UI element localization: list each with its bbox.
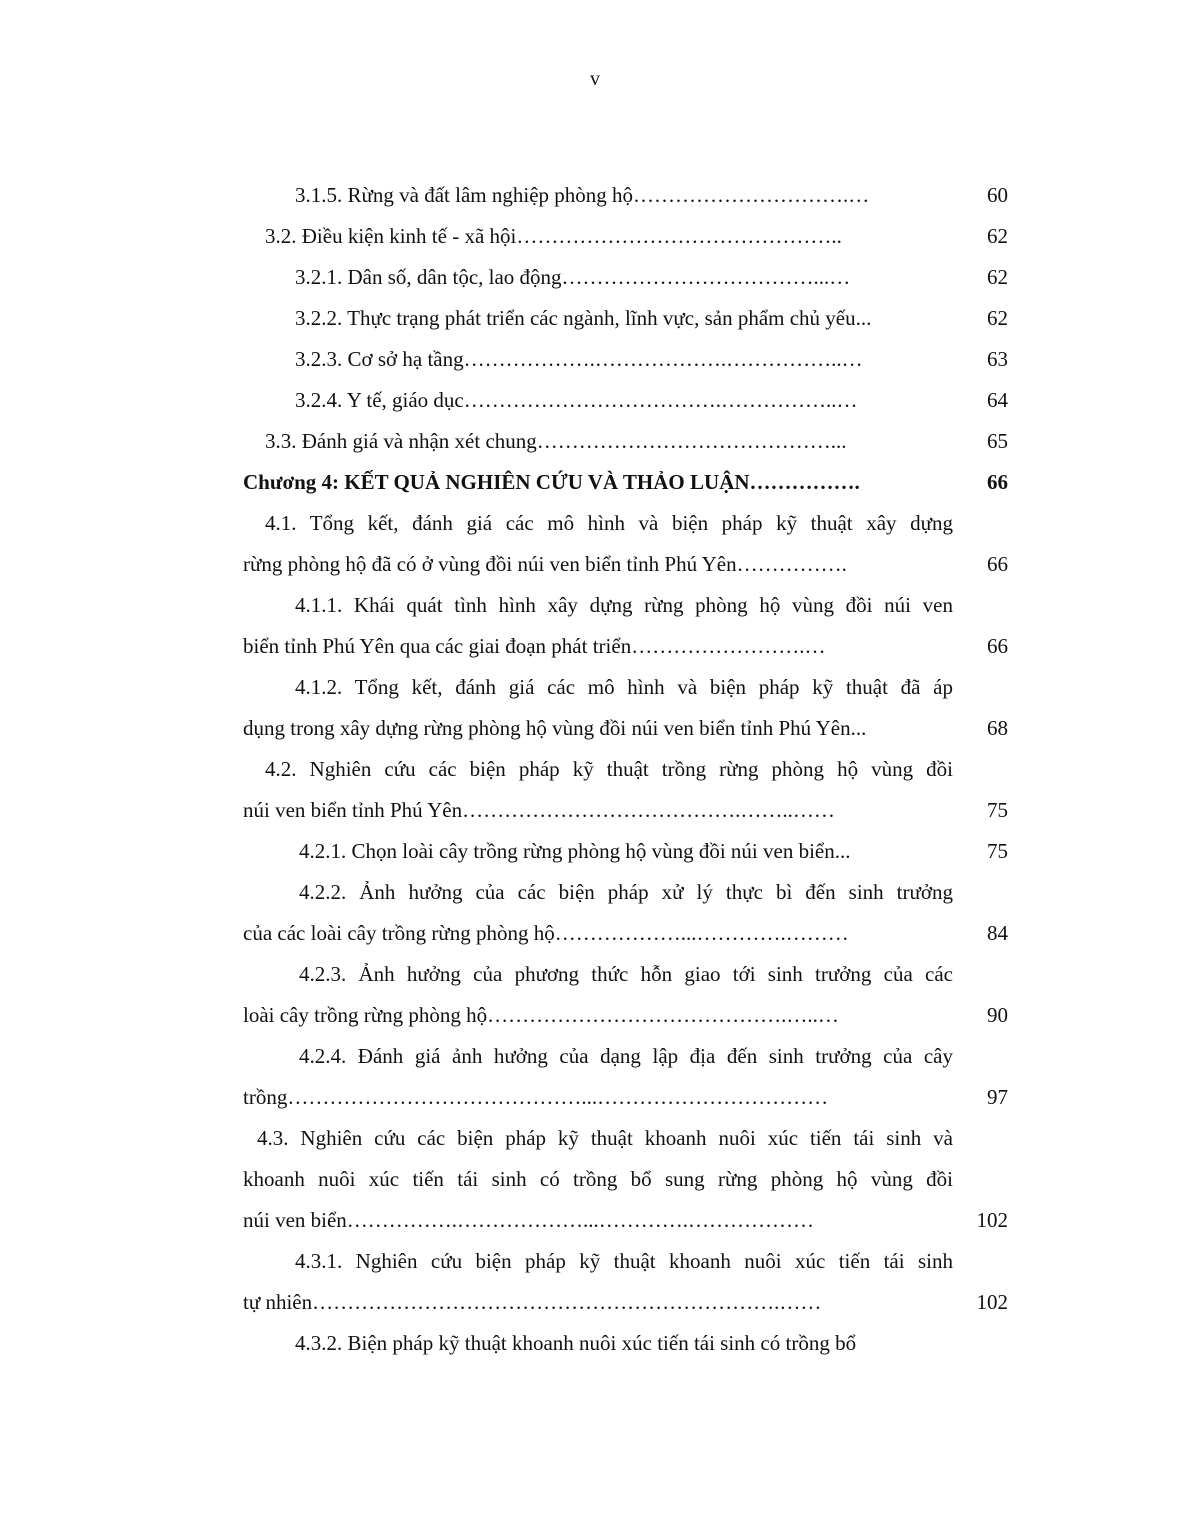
toc-entry <box>243 298 1018 339</box>
toc-entry-line: 4.1.2. Tổng kết, đánh giá các mô hình và biện pháp kỹ thuật đã áp <box>295 675 953 699</box>
toc-entry-page: 75 <box>987 839 1008 863</box>
toc-entry-line: tự nhiên………………………………………………………….…… <box>243 1290 822 1314</box>
toc-entry-line: 4.2.1. Chọn loài cây trồng rừng phòng hộ vùng đồi núi ven biển... <box>299 839 851 863</box>
toc-entry-page: 97 <box>987 1085 1008 1109</box>
toc-entry-page: 66 <box>987 470 1008 494</box>
toc-entry-line: 4.2.2. Ảnh hưởng của các biện pháp xử lý thực bì đến sinh trưởng <box>299 880 953 904</box>
toc-entry-title <box>243 298 953 339</box>
toc-entry <box>243 585 1018 667</box>
toc-entry-title <box>243 749 953 831</box>
toc-entry-page: 90 <box>987 1003 1008 1027</box>
toc-entry-title <box>243 1118 953 1241</box>
toc-entry-title <box>243 339 953 380</box>
toc-entry-page: 66 <box>987 552 1008 576</box>
toc-entry-line: 3.2.1. Dân số, dân tộc, lao động………………………………...… <box>295 265 851 289</box>
toc-entry-line: của các loài cây trồng rừng phòng hộ………………...………….……… <box>243 921 849 945</box>
toc-entry-title <box>243 831 953 872</box>
toc-entry-line: 3.3. Đánh giá và nhận xét chung……………………………………... <box>265 429 847 453</box>
toc-entry <box>243 339 1018 380</box>
toc-entry-line: 4.1. Tổng kết, đánh giá các mô hình và biện pháp kỹ thuật xây dựng <box>265 511 953 535</box>
toc-entry-title <box>243 380 953 421</box>
toc-entry-page: 68 <box>987 716 1008 740</box>
toc-entry-title <box>243 954 953 1036</box>
toc-entry-title <box>243 667 953 749</box>
toc-entry-title <box>243 1241 953 1323</box>
toc-entry-line: 4.2.3. Ảnh hưởng của phương thức hỗn giao tới sinh trưởng của các <box>299 962 953 986</box>
toc-entry-page: 84 <box>987 921 1008 945</box>
toc-entry-line: dụng trong xây dựng rừng phòng hộ vùng đồi núi ven biển tỉnh Phú Yên... <box>243 716 867 740</box>
toc-entry-page: 65 <box>987 429 1008 453</box>
toc-entry-line: 3.1.5. Rừng và đất lâm nghiệp phòng hộ………………………….… <box>295 183 870 207</box>
toc-entry-title <box>243 216 953 257</box>
toc-entry <box>243 1036 1018 1118</box>
toc-entry <box>243 503 1018 585</box>
toc-entry-title <box>243 872 953 954</box>
toc-entry-title <box>243 1323 953 1364</box>
toc-entry-line: núi ven biển tỉnh Phú Yên………………………………….……..…… <box>243 798 835 822</box>
toc-entry-line: rừng phòng hộ đã có ở vùng đồi núi ven biển tỉnh Phú Yên……………. <box>243 552 847 576</box>
toc-entry-page: 102 <box>976 1208 1008 1232</box>
toc-entry-title <box>243 585 953 667</box>
toc-entry-line: 3.2.2. Thực trạng phát triển các ngành, lĩnh vực, sản phẩm chủ yếu... <box>295 306 872 330</box>
toc-entry-title <box>243 175 953 216</box>
toc-entry-line: núi ven biển…………….………………...………….……………… <box>243 1208 815 1232</box>
toc-entry-line: loài cây trồng rừng phòng hộ…………………………………….…..… <box>243 1003 839 1027</box>
toc-entry <box>243 462 1018 503</box>
toc-entry-line: 4.3.1. Nghiên cứu biện pháp kỹ thuật khoanh nuôi xúc tiến tái sinh <box>295 1249 953 1273</box>
table-of-contents <box>243 175 1018 1364</box>
toc-entry <box>243 1241 1018 1323</box>
toc-entry-line: biển tỉnh Phú Yên qua các giai đoạn phát triển…………………….… <box>243 634 826 658</box>
toc-entry-line: 4.3.2. Biện pháp kỹ thuật khoanh nuôi xúc tiến tái sinh có trồng bổ <box>295 1331 857 1355</box>
toc-entry-line: Chương 4: KẾT QUẢ NGHIÊN CỨU VÀ THẢO LUẬN……………. <box>243 470 860 494</box>
toc-entry-page: 75 <box>987 798 1008 822</box>
toc-entry <box>243 216 1018 257</box>
toc-entry-line: 3.2.3. Cơ sở hạ tầng……………….……………….……………..… <box>295 347 863 371</box>
toc-entry-page: 62 <box>987 265 1008 289</box>
toc-entry <box>243 667 1018 749</box>
toc-entry <box>243 872 1018 954</box>
toc-entry <box>243 749 1018 831</box>
toc-entry <box>243 831 1018 872</box>
toc-entry-line: 3.2. Điều kiện kinh tế - xã hội……………………………………….. <box>265 224 842 248</box>
toc-entry-line: 4.2.4. Đánh giá ảnh hưởng của dạng lập địa đến sinh trưởng của cây <box>299 1044 953 1068</box>
toc-entry-line: 3.2.4. Y tế, giáo dục……………………………….……………..… <box>295 388 858 412</box>
toc-entry <box>243 380 1018 421</box>
toc-entry-page: 102 <box>976 1290 1008 1314</box>
toc-entry-line: khoanh nuôi xúc tiến tái sinh có trồng bổ sung rừng phòng hộ vùng đồi <box>243 1167 953 1191</box>
toc-entry-line: trồng……………………………………...…………………………… <box>243 1085 829 1109</box>
toc-entry-title <box>243 257 953 298</box>
toc-entry-line: 4.3. Nghiên cứu các biện pháp kỹ thuật khoanh nuôi xúc tiến tái sinh và <box>257 1126 953 1150</box>
toc-entry-title <box>243 503 953 585</box>
toc-entry <box>243 1118 1018 1241</box>
toc-entry <box>243 257 1018 298</box>
toc-entry-title <box>243 421 953 462</box>
toc-entry-page: 64 <box>987 388 1008 412</box>
toc-entry <box>243 1323 1018 1364</box>
toc-entry <box>243 954 1018 1036</box>
toc-entry-page: 66 <box>987 634 1008 658</box>
toc-entry-page: 62 <box>987 224 1008 248</box>
toc-entry <box>243 421 1018 462</box>
toc-entry-title <box>243 462 953 503</box>
toc-entry-title <box>243 1036 953 1118</box>
toc-entry-line: 4.2. Nghiên cứu các biện pháp kỹ thuật trồng rừng phòng hộ vùng đồi <box>265 757 953 781</box>
toc-entry-line: 4.1.1. Khái quát tình hình xây dựng rừng phòng hộ vùng đồi núi ven <box>295 593 953 617</box>
toc-entry-page: 60 <box>987 183 1008 207</box>
toc-entry <box>243 175 1018 216</box>
toc-entry-page: 63 <box>987 347 1008 371</box>
toc-entry-page: 62 <box>987 306 1008 330</box>
page-number: v <box>590 68 600 90</box>
